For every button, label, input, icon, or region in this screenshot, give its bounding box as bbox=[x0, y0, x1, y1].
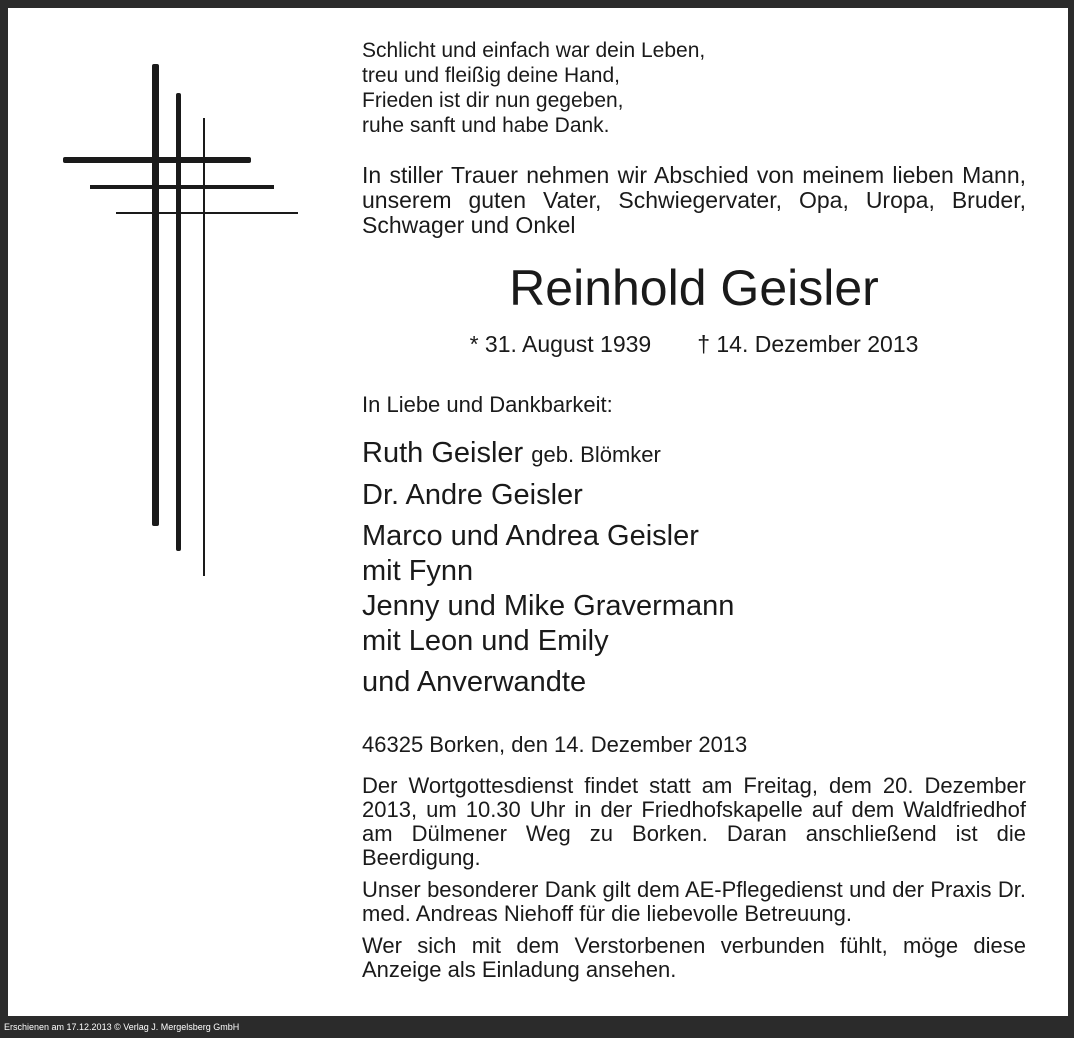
family-member-name: Ruth Geisler bbox=[362, 437, 524, 469]
cross-horizontal-bar bbox=[63, 157, 251, 163]
cross-vertical-bar bbox=[152, 64, 159, 526]
maiden-name: geb. Blömker bbox=[531, 442, 661, 467]
service-paragraph: Der Wortgottesdienst findet statt am Freitag, dem 20. Dezember 2013, um 10.30 Uhr in der Friedhofskapelle auf dem Waldfriedhof am Dülmener Weg zu Borken. Daran anschließend ist die Beerdigung. bbox=[362, 773, 1026, 870]
cross-horizontal-bar bbox=[90, 185, 274, 189]
poem-line: Frieden ist dir nun gegeben, bbox=[362, 89, 624, 112]
poem-line: ruhe sanft und habe Dank. bbox=[362, 114, 610, 137]
family-member: Dr. Andre Geisler bbox=[362, 479, 583, 511]
notice-content bbox=[362, 38, 1026, 982]
family-member: Jenny und Mike Gravermann bbox=[362, 590, 735, 622]
life-dates bbox=[362, 330, 1026, 358]
family-list bbox=[362, 436, 1026, 700]
intro-text: In stiller Trauer nehmen wir Abschied von meinem lieben Mann, unserem guten Vater, Schwiegervater, Opa, Uropa, Bruder, Schwager und Onkel bbox=[362, 162, 1026, 238]
family-member: mit Leon und Emily bbox=[362, 625, 609, 657]
poem-line: treu und fleißig deine Hand, bbox=[362, 64, 620, 87]
family-member: Marco und Andrea Geisler bbox=[362, 520, 699, 552]
thanks-line: In Liebe und Dankbarkeit: bbox=[362, 392, 613, 417]
frame-left-border bbox=[0, 0, 8, 1020]
poem bbox=[362, 38, 1026, 138]
cross-horizontal-bar bbox=[116, 212, 298, 214]
family-member bbox=[362, 436, 1026, 472]
publication-footer: Erschienen am 17.12.2013 © Verlag J. Mergelsberg GmbH bbox=[0, 1016, 1074, 1038]
death-date: † 14. Dezember 2013 bbox=[697, 331, 919, 357]
gratitude-paragraph: Unser besonderer Dank gilt dem AE-Pflegedienst und der Praxis Dr. med. Andreas Niehoff für die liebevolle Betreuung. bbox=[362, 877, 1026, 926]
frame-top-border bbox=[0, 0, 1074, 8]
family-member: mit Fynn bbox=[362, 555, 474, 587]
birth-date: * 31. August 1939 bbox=[469, 331, 652, 357]
frame-right-border bbox=[1068, 0, 1074, 1020]
invitation-paragraph: Wer sich mit dem Verstorbenen verbunden fühlt, möge diese Anzeige als Einladung ansehen. bbox=[362, 933, 1026, 982]
deceased-name: Reinhold Geisler bbox=[509, 260, 879, 316]
place-date: 46325 Borken, den 14. Dezember 2013 bbox=[362, 732, 748, 757]
family-member: und Anverwandte bbox=[362, 666, 587, 698]
poem-line: Schlicht und einfach war dein Leben, bbox=[362, 39, 706, 62]
